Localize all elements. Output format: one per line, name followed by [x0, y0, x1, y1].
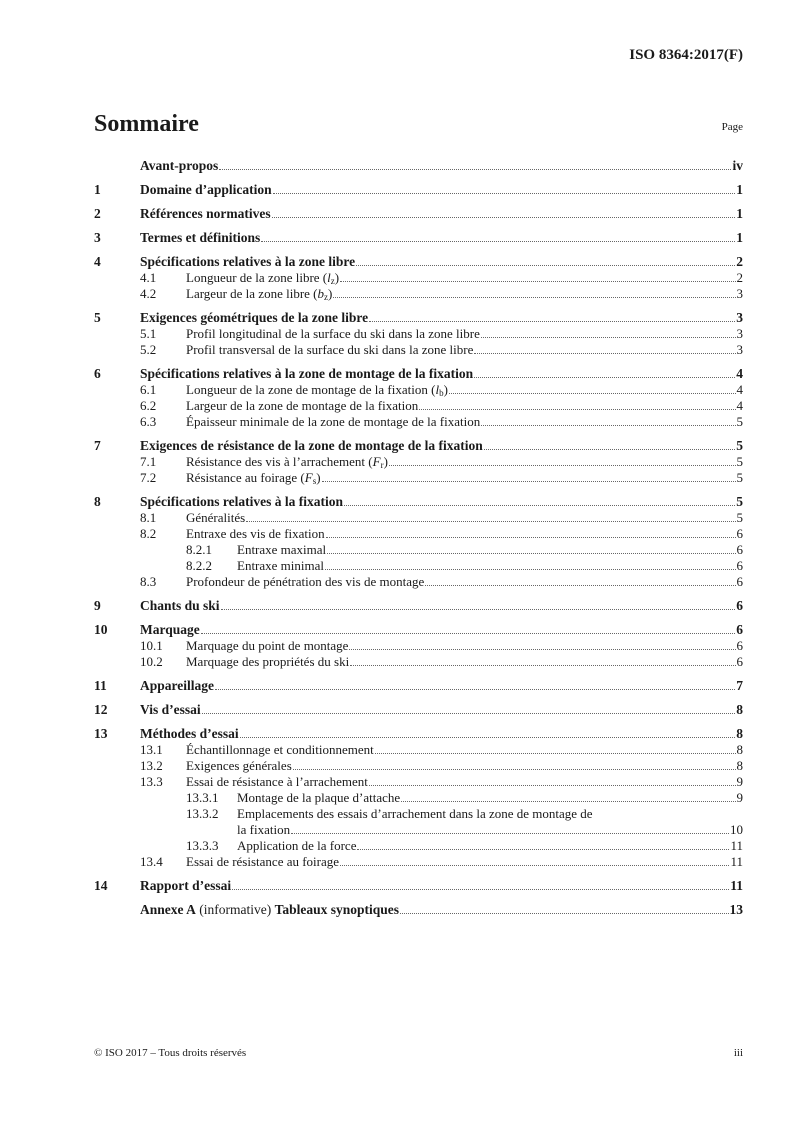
toc-title-part: Essai de résistance au foirage	[186, 854, 340, 869]
toc-title-part: Entraxe maximal	[237, 542, 327, 557]
toc-entry[interactable]	[94, 182, 743, 198]
toc-entry-number: 6.3	[140, 414, 157, 429]
dot-leader	[261, 241, 735, 242]
dot-leader	[325, 569, 735, 570]
toc-entry-title[interactable]	[186, 742, 374, 758]
toc-page-number[interactable]: 5	[736, 414, 743, 429]
toc-entry-title[interactable]	[140, 494, 343, 510]
toc-entry-number: 6.2	[140, 398, 157, 413]
toc-entry-number: 13.3.1	[186, 790, 219, 805]
toc-entry-title[interactable]	[237, 838, 356, 854]
toc-entry-title[interactable]	[186, 342, 473, 358]
dot-leader	[484, 449, 736, 450]
toc-entry[interactable]	[94, 622, 743, 638]
toc-entry-title[interactable]	[140, 182, 272, 198]
toc-page-number[interactable]: 5	[736, 438, 743, 453]
toc-page-number[interactable]: 2	[736, 254, 743, 269]
dot-leader	[333, 297, 735, 298]
toc-entry[interactable]	[94, 558, 743, 574]
toc-entry-title: Emplacements des essais d’arrachement dans la zone de montage de	[237, 806, 593, 821]
toc-page-number[interactable]: 5	[736, 494, 743, 509]
toc-entry-title[interactable]	[186, 382, 448, 398]
toc-entry-number: 8.2.1	[186, 542, 212, 557]
toc-entry-title[interactable]	[140, 158, 218, 174]
toc-page-number[interactable]: 6	[736, 654, 743, 669]
toc-entry-title[interactable]	[237, 558, 324, 574]
toc-entry-title[interactable]	[140, 310, 368, 326]
dot-leader	[340, 281, 735, 282]
dot-leader	[344, 505, 735, 506]
dot-leader	[400, 913, 728, 914]
toc-entry-number: 13.3	[140, 774, 163, 789]
toc-entry-title[interactable]	[186, 326, 480, 342]
toc-title-part: )	[443, 382, 448, 397]
toc-title-part: Longueur de la zone libre (	[186, 270, 328, 285]
toc-title-part: Longueur de la zone de montage de la fixation (	[186, 382, 436, 397]
toc-title-part: Largeur de la zone libre (	[186, 286, 318, 301]
toc-entry-title[interactable]	[186, 758, 292, 774]
toc-title-part: )	[328, 286, 333, 301]
toc-entry[interactable]	[94, 574, 743, 590]
toc-entry-number: 10.1	[140, 638, 163, 653]
toc-entry-number: 13.3.2	[186, 806, 219, 821]
dot-leader	[322, 481, 736, 482]
toc-title-part: Entraxe des vis de fixation	[186, 526, 325, 541]
toc-entry-title[interactable]	[186, 454, 388, 470]
toc-title-part: Épaisseur minimale de la zone de montage de la fixation	[186, 414, 481, 429]
dot-leader	[425, 585, 735, 586]
toc-title-part: )	[316, 470, 321, 485]
toc-page-number[interactable]: 4	[736, 398, 743, 413]
toc-entry-number: 13.2	[140, 758, 163, 773]
toc-entry-number: 9	[94, 598, 101, 613]
toc-entry[interactable]	[94, 158, 743, 174]
dot-leader	[481, 337, 736, 338]
toc-title-part: Entraxe minimal	[237, 558, 325, 573]
toc-page-number[interactable]: 9	[736, 774, 743, 789]
toc-title-part: Tableaux synoptiques	[274, 902, 400, 917]
toc-entry-number: 1	[94, 182, 101, 197]
toc-entry-title[interactable]	[140, 678, 214, 694]
toc-entry-number: 4.1	[140, 270, 157, 285]
toc-page-number[interactable]: 11	[730, 878, 743, 893]
dot-leader	[340, 865, 729, 866]
toc-entry-title[interactable]	[140, 622, 200, 638]
toc-entry[interactable]	[94, 774, 743, 790]
toc-entry[interactable]	[94, 854, 743, 870]
toc-page-number[interactable]: 8	[736, 758, 743, 773]
toc-entry-title[interactable]	[140, 902, 399, 918]
toc-entry-title[interactable]	[140, 230, 260, 246]
toc-entry-title[interactable]	[140, 702, 201, 718]
toc-page-number[interactable]: 6	[736, 558, 743, 573]
toc-page-number[interactable]: 8	[736, 702, 743, 717]
toc-entry-number: 13.1	[140, 742, 163, 757]
toc-title-part: Rapport d’essai	[140, 878, 232, 893]
toc-entry-number: 12	[94, 702, 108, 717]
toc-page-number[interactable]: 1	[736, 230, 743, 245]
toc-entry-title[interactable]	[237, 822, 290, 838]
toc-title-part: b	[439, 388, 444, 398]
toc-entry-title[interactable]	[186, 286, 332, 302]
toc-entry[interactable]	[94, 838, 743, 854]
toc-entry[interactable]	[94, 758, 743, 774]
toc-entry-title[interactable]	[186, 414, 480, 430]
toc-title-part: Échantillonnage et conditionnement	[186, 742, 374, 757]
toc-title-part: la fixation	[237, 822, 291, 837]
toc-title-part: Annexe A	[140, 902, 196, 917]
toc-title-part: Méthodes d’essai	[140, 726, 239, 741]
toc-page-number[interactable]: 5	[736, 470, 743, 485]
toc-title-part: Application de la force	[237, 838, 357, 853]
dot-leader	[201, 633, 736, 634]
toc-entry[interactable]	[94, 678, 743, 694]
toc-title-part: Profil transversal de la surface du ski dans la zone libre	[186, 342, 474, 357]
toc-title-part: Avant-propos	[140, 158, 219, 173]
toc-entry[interactable]	[94, 542, 743, 558]
dot-leader	[474, 353, 735, 354]
toc-entry[interactable]	[94, 878, 743, 894]
toc-entry-title[interactable]	[186, 774, 368, 790]
toc-page-number[interactable]: 3	[736, 310, 743, 325]
toc-entry-number: 7.2	[140, 470, 157, 485]
toc-entry[interactable]	[94, 494, 743, 510]
dot-leader	[326, 537, 736, 538]
toc-entry-number: 5.1	[140, 326, 157, 341]
toc-entry[interactable]	[94, 510, 743, 526]
toc-entry-title[interactable]	[140, 726, 239, 742]
toc-title-part: Termes et définitions	[140, 230, 261, 245]
toc-entry-title[interactable]	[186, 470, 321, 486]
toc-entry[interactable]	[94, 206, 743, 222]
dot-leader	[293, 769, 736, 770]
toc-title-part: Spécifications relatives à la zone libre	[140, 254, 356, 269]
toc-entry[interactable]	[94, 254, 743, 270]
toc-entry-number: 7.1	[140, 454, 157, 469]
toc-entry[interactable]	[94, 790, 743, 806]
toc-entry[interactable]	[94, 742, 743, 758]
toc-page-number[interactable]: 6	[736, 574, 743, 589]
toc-page-number[interactable]: 6	[736, 542, 743, 557]
toc-entry[interactable]	[94, 470, 743, 486]
dot-leader	[221, 609, 736, 610]
toc-entry-number: 6	[94, 366, 101, 381]
toc-entry-title[interactable]	[140, 878, 231, 894]
toc-page-number[interactable]: 6	[736, 622, 743, 637]
toc-title-part: F	[372, 454, 381, 469]
toc-title-part: z	[330, 276, 335, 286]
toc-page-number[interactable]: 10	[730, 822, 743, 837]
toc-entry-number: 8.1	[140, 510, 157, 525]
toc-entry[interactable]	[94, 822, 743, 838]
dot-leader	[389, 465, 736, 466]
toc-page-number[interactable]: 6	[736, 526, 743, 541]
footer-page-number: iii	[733, 1047, 743, 1059]
toc-title-part: Exigences de résistance de la zone de montage de la fixation	[140, 438, 483, 453]
toc-title-part: Chants du ski	[140, 598, 220, 613]
toc-page-number[interactable]: 6	[736, 638, 743, 653]
toc-entry[interactable]	[94, 286, 743, 302]
toc-title-part: Marquage	[140, 622, 200, 637]
dot-leader	[474, 377, 735, 378]
dot-leader	[481, 425, 735, 426]
toc-page-number[interactable]: 5	[736, 454, 743, 469]
page-title: Sommaire	[94, 111, 199, 137]
toc-entry[interactable]	[94, 438, 743, 454]
toc-title-part: Marquage du point de montage	[186, 638, 349, 653]
toc-entry-title[interactable]	[186, 654, 349, 670]
toc-entry-number: 13.4	[140, 854, 163, 869]
toc-title-part: F	[304, 470, 313, 485]
dot-leader	[219, 169, 731, 170]
toc-title-part: s	[312, 476, 317, 486]
toc-entry-number: 8.2	[140, 526, 157, 541]
toc-entry-number: 10	[94, 622, 108, 637]
document-id-header: ISO 8364:2017(F)	[629, 47, 743, 63]
dot-leader	[401, 801, 735, 802]
toc-title-part: b	[317, 286, 324, 301]
toc-entry-title[interactable]	[186, 854, 339, 870]
toc-entry-number: 13.3.3	[186, 838, 219, 853]
toc-title-part: r	[380, 460, 384, 470]
toc-entry[interactable]	[94, 598, 743, 614]
dot-leader	[349, 649, 735, 650]
toc-title-part: Largeur de la zone de montage de la fixation	[186, 398, 419, 413]
toc-page-number[interactable]: 8	[736, 742, 743, 757]
dot-leader	[357, 849, 729, 850]
toc-entry-number: 4	[94, 254, 101, 269]
toc-entry[interactable]	[94, 366, 743, 382]
toc-entry-number: 14	[94, 878, 108, 893]
toc-entry[interactable]	[94, 342, 743, 358]
toc-entry-title[interactable]	[186, 638, 348, 654]
toc-entry-number: 6.1	[140, 382, 157, 397]
toc-page-number[interactable]: 3	[736, 326, 743, 341]
toc-entry-number: 7	[94, 438, 101, 453]
toc-entry-title[interactable]	[237, 542, 326, 558]
dot-leader	[350, 665, 735, 666]
toc-title-part: Profil longitudinal de la surface du ski dans la zone libre	[186, 326, 480, 341]
toc-page-number[interactable]: 5	[736, 510, 743, 525]
toc-page-number[interactable]: iv	[732, 158, 743, 173]
toc-entry[interactable]	[94, 270, 743, 286]
dot-leader	[419, 409, 735, 410]
toc-title-part: Résistance des vis à l’arrachement (	[186, 454, 373, 469]
dot-leader	[246, 521, 735, 522]
dot-leader	[356, 265, 735, 266]
toc-entry-number: 5	[94, 310, 101, 325]
toc-page-number[interactable]: 13	[729, 902, 743, 917]
toc-title-part: Exigences géométriques de la zone libre	[140, 310, 369, 325]
toc-page-number[interactable]: 4	[736, 382, 743, 397]
toc-title-part: Marquage des propriétés du ski	[186, 654, 350, 669]
toc-title-part: Résistance au foirage (	[186, 470, 305, 485]
toc-title-part: (informative)	[195, 902, 275, 917]
toc-title-part: Références normatives	[140, 206, 271, 221]
toc-page-number[interactable]: 7	[736, 678, 743, 693]
dot-leader	[272, 217, 736, 218]
toc-page-number[interactable]: 4	[736, 366, 743, 381]
dot-leader	[449, 393, 736, 394]
toc-entry-title[interactable]	[186, 574, 424, 590]
toc-entry-line[interactable]	[94, 806, 743, 822]
toc-page-number[interactable]: 8	[736, 726, 743, 741]
toc-entry[interactable]	[94, 702, 743, 718]
toc-entry[interactable]	[94, 902, 743, 918]
toc-page-number[interactable]: 6	[736, 598, 743, 613]
toc-page-number[interactable]: 2	[736, 270, 743, 285]
toc-page-number[interactable]: 11	[730, 854, 743, 869]
dot-leader	[215, 689, 735, 690]
toc-entry[interactable]	[94, 310, 743, 326]
toc-entry-title[interactable]	[140, 206, 271, 222]
toc-title-part: Montage de la plaque d’attache	[237, 790, 401, 805]
toc-entry[interactable]	[94, 654, 743, 670]
footer-copyright: © ISO 2017 – Tous droits réservés	[94, 1047, 247, 1059]
table-of-contents	[94, 158, 743, 918]
toc-entry-number: 8.3	[140, 574, 157, 589]
toc-page-number[interactable]: 1	[736, 182, 743, 197]
toc-entry[interactable]	[94, 326, 743, 342]
toc-title-part: Profondeur de pénétration des vis de montage	[186, 574, 425, 589]
toc-entry-number: 3	[94, 230, 101, 245]
toc-entry-number: 8	[94, 494, 101, 509]
toc-entry[interactable]	[94, 382, 743, 398]
toc-entry-title[interactable]	[140, 254, 355, 270]
toc-title-part: )	[334, 270, 340, 285]
dot-leader	[240, 737, 736, 738]
toc-title-part: Généralités	[186, 510, 246, 525]
toc-page-number[interactable]: 1	[736, 206, 743, 221]
toc-entry[interactable]	[94, 526, 743, 542]
toc-title-part: Domaine d’application	[140, 182, 272, 197]
page-column-label: Page	[721, 121, 743, 133]
dot-leader	[273, 193, 736, 194]
dot-leader	[369, 321, 735, 322]
toc-title-part: )	[383, 454, 388, 469]
toc-page-number[interactable]: 3	[736, 286, 743, 301]
toc-entry[interactable]	[94, 726, 743, 742]
toc-entry-number: 10.2	[140, 654, 163, 669]
toc-entry-title[interactable]	[186, 398, 418, 414]
toc-entry-number: 8.2.2	[186, 558, 212, 573]
dot-leader	[327, 553, 735, 554]
dot-leader	[375, 753, 736, 754]
toc-title-part: Spécifications relatives à la fixation	[140, 494, 343, 509]
toc-title-part: Appareillage	[140, 678, 214, 693]
toc-entry-title[interactable]	[186, 510, 245, 526]
toc-title-part: l	[435, 382, 440, 397]
toc-entry-title[interactable]	[186, 526, 325, 542]
toc-title-part: Essai de résistance à l’arrachement	[186, 774, 368, 789]
dot-leader	[291, 833, 729, 834]
toc-entry-title[interactable]	[140, 366, 473, 382]
toc-title-part: Vis d’essai	[140, 702, 201, 717]
toc-entry-number: 11	[94, 678, 107, 693]
dot-leader	[202, 713, 736, 714]
toc-entry-number: 4.2	[140, 286, 157, 301]
toc-entry-number: 13	[94, 726, 108, 741]
toc-entry[interactable]	[94, 454, 743, 470]
toc-page-number[interactable]: 11	[730, 838, 743, 853]
toc-page-number[interactable]: 9	[736, 790, 743, 805]
toc-entry-title[interactable]	[140, 438, 483, 454]
toc-entry[interactable]	[94, 638, 743, 654]
dot-leader	[369, 785, 736, 786]
toc-page-number[interactable]: 3	[736, 342, 743, 357]
toc-entry[interactable]	[94, 230, 743, 246]
toc-entry-number: 2	[94, 206, 101, 221]
toc-entry-title[interactable]	[186, 270, 339, 286]
toc-title-part: l	[327, 270, 331, 285]
toc-entry-title[interactable]	[237, 790, 400, 806]
toc-entry[interactable]	[94, 398, 743, 414]
toc-title-part: Spécifications relatives à la zone de montage de la fixation	[140, 366, 474, 381]
toc-title-part: z	[324, 292, 328, 302]
toc-entry-title[interactable]	[140, 598, 220, 614]
dot-leader	[232, 889, 729, 890]
toc-title-part: Exigences générales	[186, 758, 292, 773]
toc-entry[interactable]	[94, 414, 743, 430]
toc-entry-number: 5.2	[140, 342, 157, 357]
